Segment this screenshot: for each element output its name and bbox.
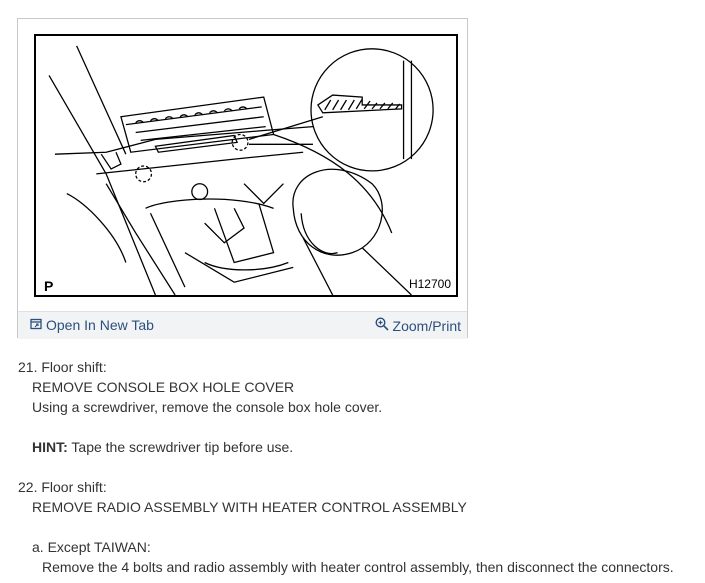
zoom-print-label: Zoom/Print [392,317,461,334]
figure-code: H12700 [408,277,451,291]
step-21-heading: REMOVE CONSOLE BOX HOLE COVER [32,379,295,395]
step-22-title: 22. Floor shift: [18,479,107,495]
external-window-icon [30,317,42,333]
diagram-image[interactable] [34,34,458,297]
step-21-text: Using a screwdriver, remove the console box hole cover. [32,399,383,415]
step-21-title: 21. Floor shift: [18,359,107,375]
zoom-print-button[interactable] [375,317,461,334]
step-22-sub: a. Except TAIWAN: [32,539,151,555]
step-22-heading: REMOVE RADIO ASSEMBLY WITH HEATER CONTROL ASSEMBLY [32,499,467,515]
zoom-in-icon [375,317,389,334]
figure-card [17,18,468,338]
step-22-text: Remove the 4 bolts and radio assembly with heater control assembly, then disconnect the connectors. [42,559,674,575]
figure-letter: P [44,278,54,294]
hint-line [18,437,698,457]
hint-label: HINT: [32,439,68,455]
console-illustration [36,36,456,295]
hint-text: Tape the screwdriver tip before use. [71,439,294,455]
open-new-tab-label: Open In New Tab [46,317,154,333]
procedure-steps [18,357,698,577]
figure-toolbar [18,311,467,339]
open-new-tab-button[interactable] [30,317,154,333]
